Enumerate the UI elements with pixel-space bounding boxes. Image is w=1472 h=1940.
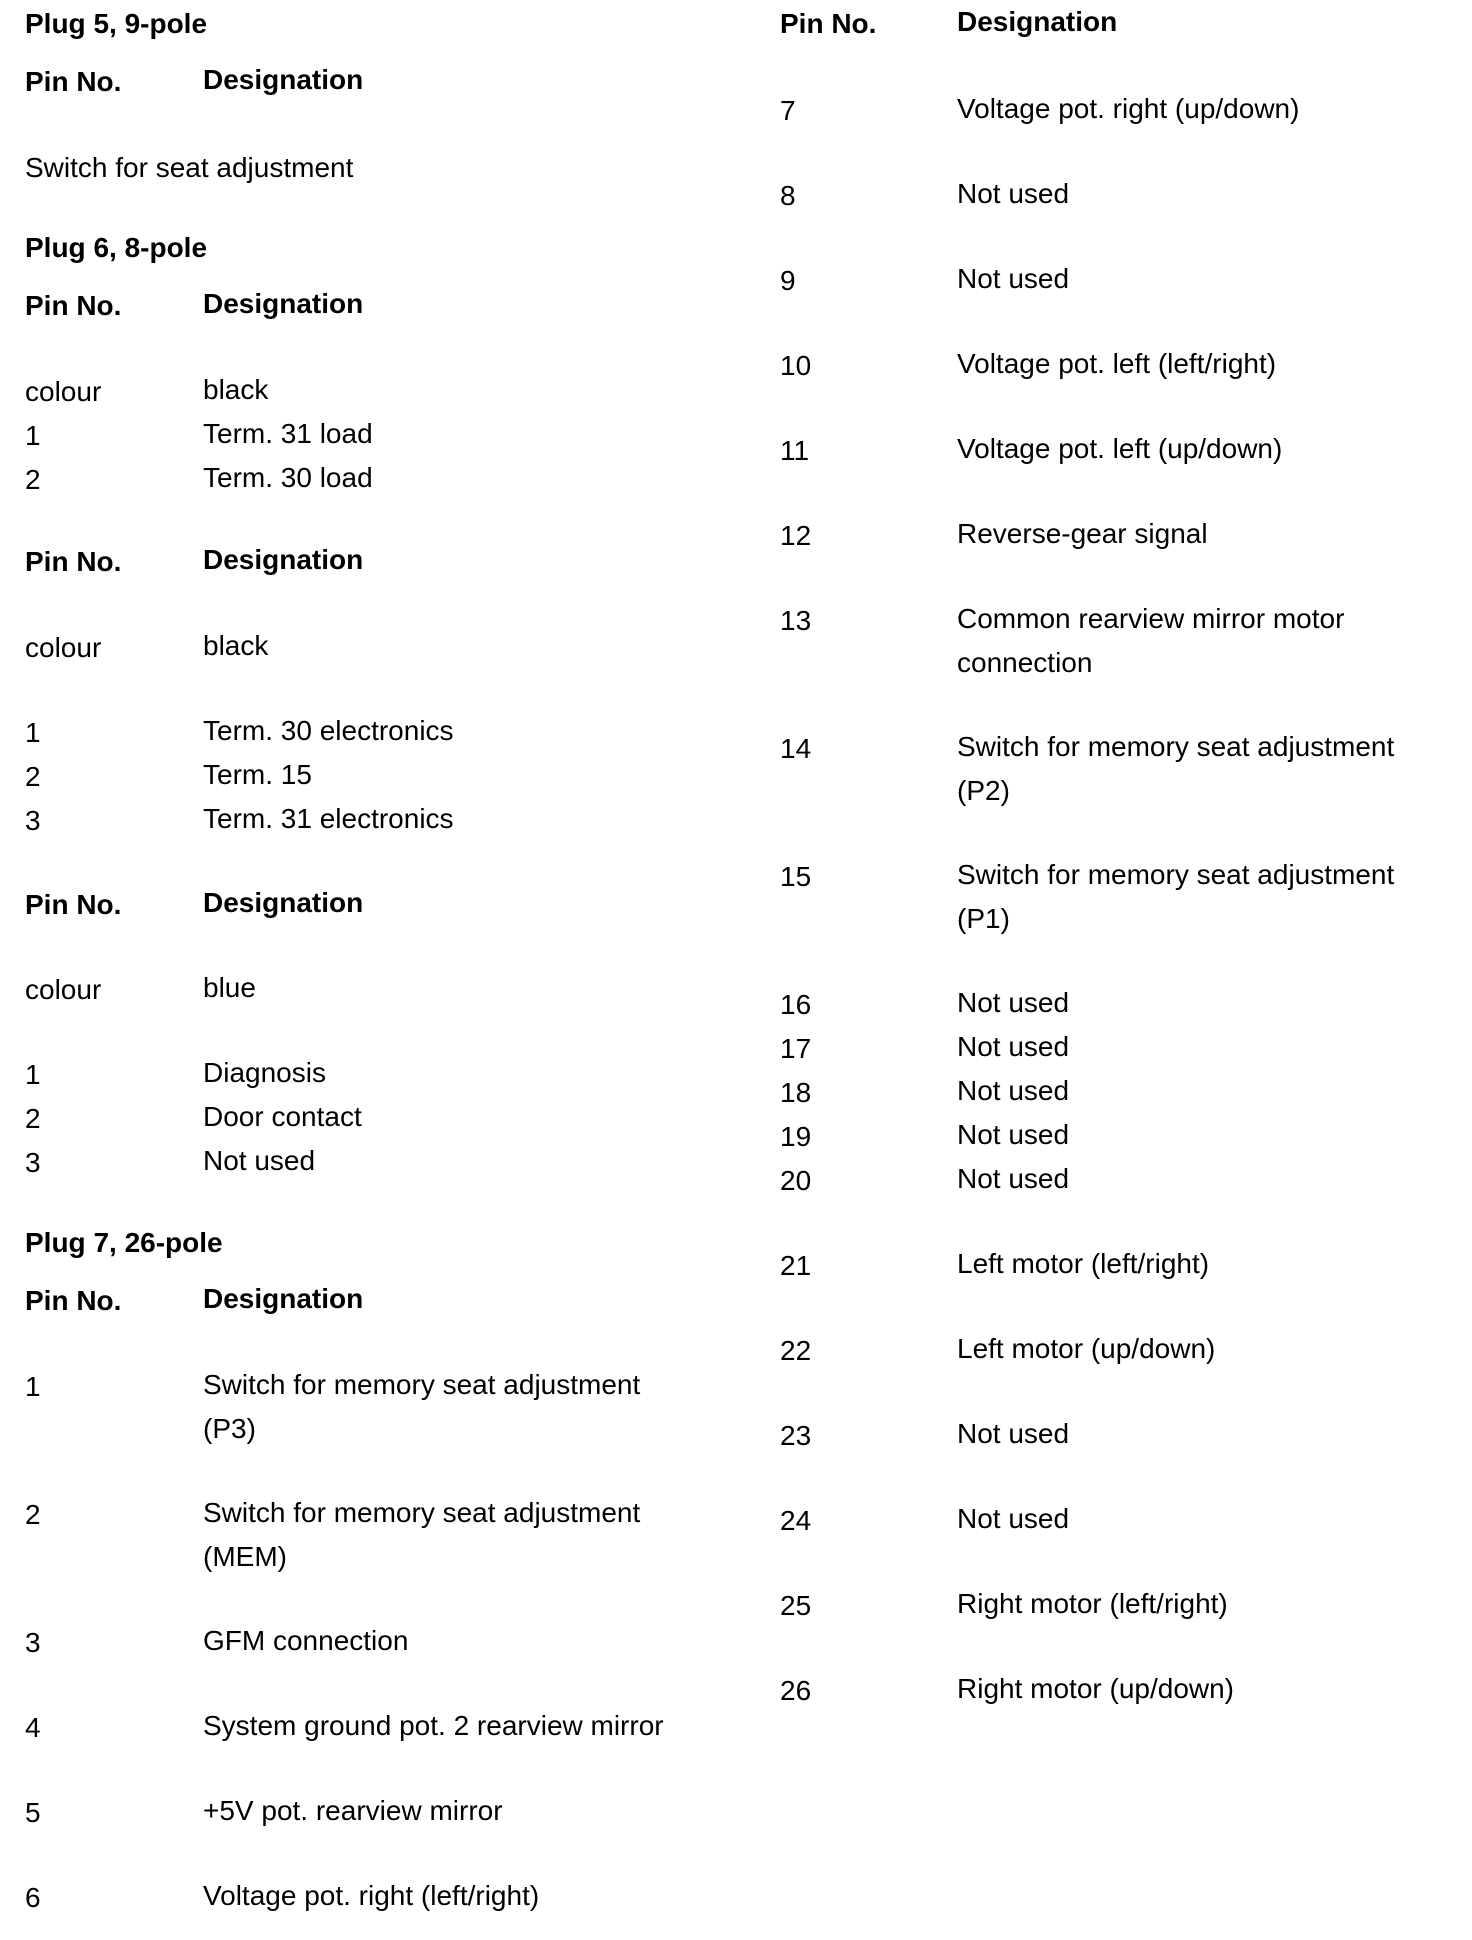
pin-number: 21 xyxy=(780,1250,812,1281)
pin-no-header: Pin No. xyxy=(25,290,122,321)
pin-designation: Common rearview mirror motor xyxy=(957,603,1345,634)
pin-designation: Left motor (left/right) xyxy=(957,1248,1210,1279)
pin-designation: Door contact xyxy=(203,1101,362,1132)
pin-designation: Not used xyxy=(203,1145,316,1176)
pin-number: 12 xyxy=(780,520,812,551)
pin-no-header: Pin No. xyxy=(25,889,122,920)
pin-number: 4 xyxy=(25,1712,41,1743)
pin-designation: +5V pot. rearview mirror xyxy=(203,1795,503,1826)
pin-number: 10 xyxy=(780,350,812,381)
colour-value: blue xyxy=(203,972,256,1003)
pin-designation: Not used xyxy=(957,987,1070,1018)
pin-number: 14 xyxy=(780,733,812,764)
pin-number: 2 xyxy=(25,1103,41,1134)
pin-number: 2 xyxy=(25,464,41,495)
pin-designation-cont: (MEM) xyxy=(203,1541,287,1572)
pin-number: 1 xyxy=(25,1059,41,1090)
pin-no-header: Pin No. xyxy=(780,8,877,39)
pin-number: 16 xyxy=(780,989,812,1020)
pin-designation: Not used xyxy=(957,178,1070,209)
pin-number: 1 xyxy=(25,717,41,748)
pin-number: 2 xyxy=(25,1499,41,1530)
pin-designation: GFM connection xyxy=(203,1625,409,1656)
colour-label: colour xyxy=(25,974,102,1005)
pin-number: 3 xyxy=(25,805,41,836)
pin-number: 7 xyxy=(780,95,796,126)
pin-number: 1 xyxy=(25,1371,41,1402)
pin-number: 9 xyxy=(780,265,796,296)
pin-designation: Not used xyxy=(957,1031,1070,1062)
pin-number: 19 xyxy=(780,1121,812,1152)
pin-designation: Switch for memory seat adjustment xyxy=(203,1497,641,1528)
pin-number: 24 xyxy=(780,1505,812,1536)
pin-designation: Right motor (up/down) xyxy=(957,1673,1235,1704)
pin-number: 17 xyxy=(780,1033,812,1064)
colour-value: black xyxy=(203,630,269,661)
pin-designation: Not used xyxy=(957,1119,1070,1150)
designation-header: Designation xyxy=(203,1283,364,1314)
pin-designation: Term. 31 load xyxy=(203,418,373,449)
pin-number: 23 xyxy=(780,1420,812,1451)
pin-number: 13 xyxy=(780,605,812,636)
pin-designation: Term. 15 xyxy=(203,759,312,790)
colour-label: colour xyxy=(25,376,102,407)
pin-designation: Not used xyxy=(957,263,1070,294)
pin-designation: Diagnosis xyxy=(203,1057,326,1088)
designation-header: Designation xyxy=(203,64,364,95)
pin-designation: Left motor (up/down) xyxy=(957,1333,1216,1364)
designation-header: Designation xyxy=(203,544,364,575)
pin-designation: Not used xyxy=(957,1163,1070,1194)
pin-number: 22 xyxy=(780,1335,812,1366)
pin-number: 18 xyxy=(780,1077,812,1108)
pin-number: 11 xyxy=(780,435,810,466)
pin-designation-cont: connection xyxy=(957,647,1093,678)
designation-header: Designation xyxy=(957,6,1118,37)
pin-designation: Right motor (left/right) xyxy=(957,1588,1228,1619)
pin-designation: Reverse-gear signal xyxy=(957,518,1208,549)
plug5-title: Plug 5, 9-pole xyxy=(25,8,208,39)
pin-designation: Term. 30 electronics xyxy=(203,715,454,746)
pin-no-header: Pin No. xyxy=(25,546,122,577)
pin-designation: Switch for memory seat adjustment xyxy=(957,859,1395,890)
pin-designation: Switch for memory seat adjustment xyxy=(203,1369,641,1400)
pin-designation: Switch for memory seat adjustment xyxy=(957,731,1395,762)
pin-number: 2 xyxy=(25,761,41,792)
pin-number: 20 xyxy=(780,1165,812,1196)
colour-label: colour xyxy=(25,632,102,663)
pin-no-header: Pin No. xyxy=(25,66,122,97)
pin-number: 25 xyxy=(780,1590,812,1621)
pin-designation: Voltage pot. left (left/right) xyxy=(957,348,1277,379)
pin-number: 26 xyxy=(780,1675,812,1706)
plug5-text: Switch for seat adjustment xyxy=(25,152,354,183)
pin-designation: Not used xyxy=(957,1418,1070,1449)
pin-designation: Term. 31 electronics xyxy=(203,803,454,834)
pin-number: 5 xyxy=(25,1797,41,1828)
pin-designation: Voltage pot. right (left/right) xyxy=(203,1880,540,1911)
pin-number: 6 xyxy=(25,1882,41,1913)
pin-designation: Not used xyxy=(957,1503,1070,1534)
pin-number: 3 xyxy=(25,1147,41,1178)
plug7-title: Plug 7, 26-pole xyxy=(25,1227,223,1258)
pin-designation: Voltage pot. right (up/down) xyxy=(957,93,1300,124)
pin-designation: Not used xyxy=(957,1075,1070,1106)
pin-no-header: Pin No. xyxy=(25,1285,122,1316)
pin-number: 3 xyxy=(25,1627,41,1658)
pin-number: 8 xyxy=(780,180,796,211)
pin-number: 15 xyxy=(780,861,812,892)
pin-designation-cont: (P2) xyxy=(957,775,1010,806)
designation-header: Designation xyxy=(203,288,364,319)
pin-designation-cont: (P3) xyxy=(203,1413,256,1444)
pin-designation: Voltage pot. left (up/down) xyxy=(957,433,1283,464)
pin-designation-cont: (P1) xyxy=(957,903,1010,934)
plug6-title: Plug 6, 8-pole xyxy=(25,232,208,263)
pin-designation: System ground pot. 2 rearview mirror xyxy=(203,1710,664,1741)
colour-value: black xyxy=(203,374,269,405)
pin-number: 1 xyxy=(25,420,41,451)
pin-designation: Term. 30 load xyxy=(203,462,373,493)
designation-header: Designation xyxy=(203,887,364,918)
